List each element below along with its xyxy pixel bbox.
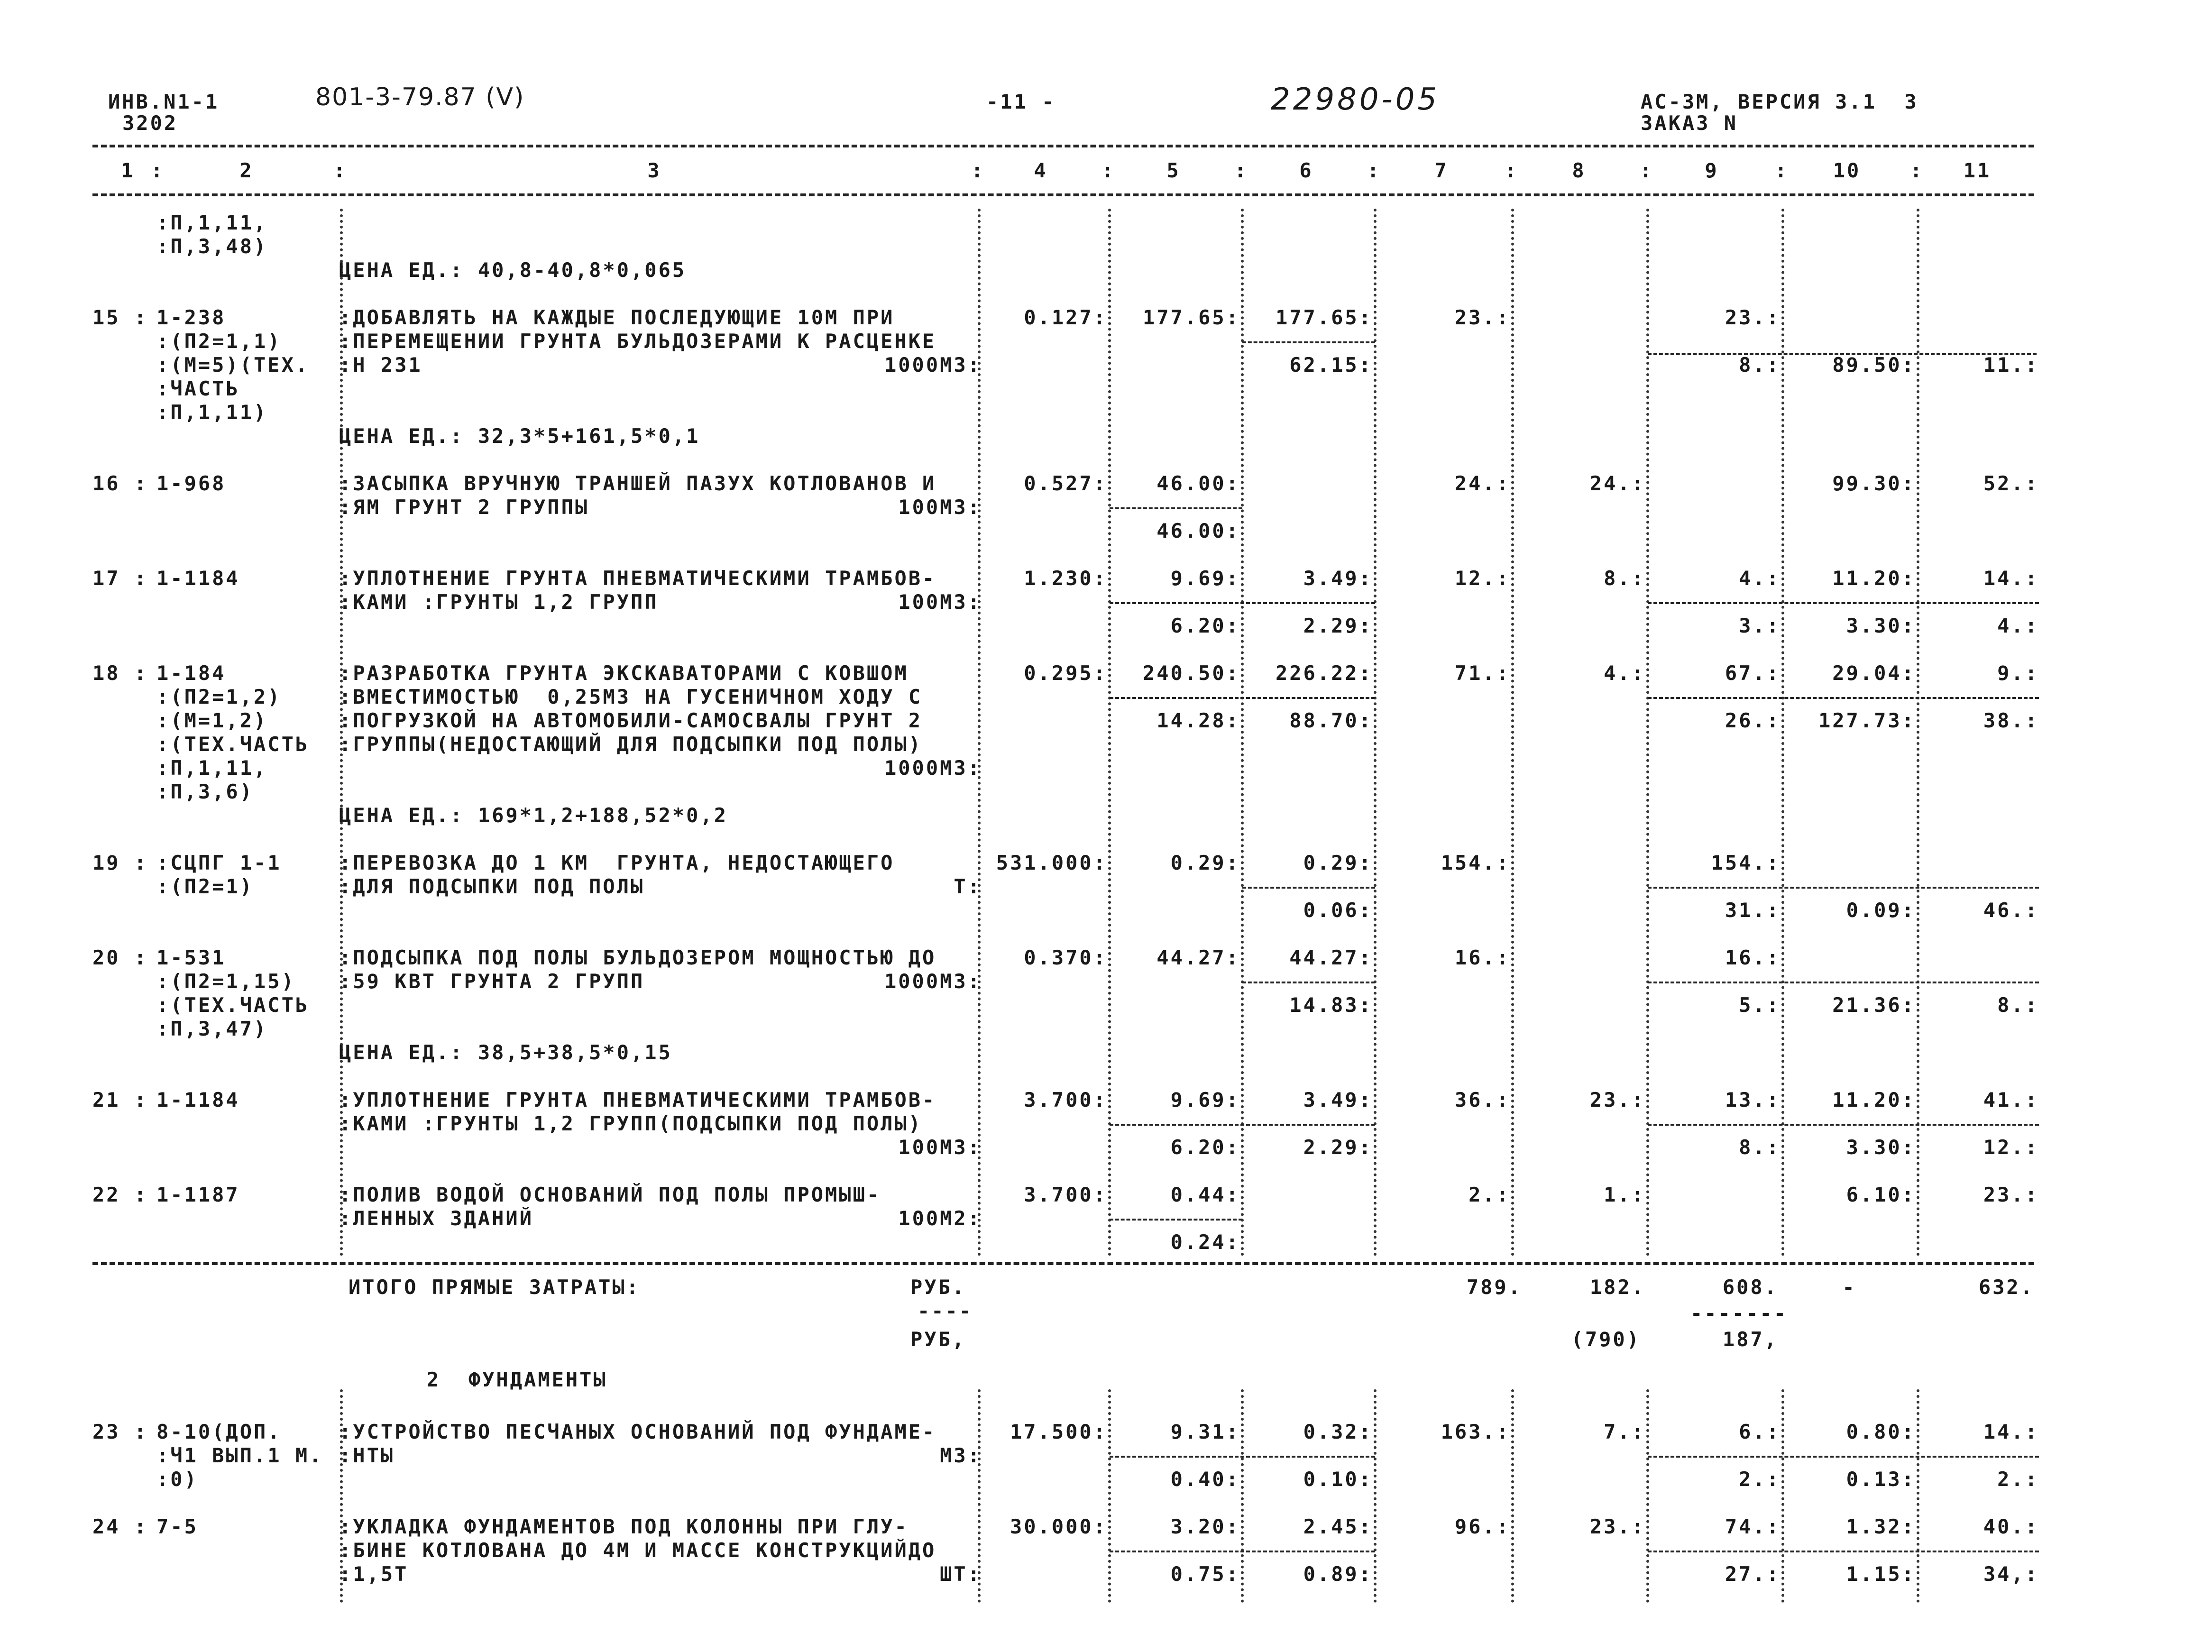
cell-c10: 11.20: bbox=[1832, 567, 1916, 590]
cell-c10: 6.10: bbox=[1846, 1183, 1916, 1206]
totals-currency-2: РУБ, bbox=[910, 1328, 966, 1351]
column-header-separator: : bbox=[1101, 159, 1116, 182]
cell-c11: 11.: bbox=[1983, 353, 2039, 376]
cell-c11: 23.: bbox=[1983, 1183, 2039, 1206]
sub-rule bbox=[1648, 982, 2039, 983]
cell-c4: 0.370: bbox=[1024, 946, 1107, 969]
sub-rule bbox=[1648, 1551, 2039, 1552]
column-header-1: 1 bbox=[121, 159, 135, 182]
cell-c11: 46.: bbox=[1983, 899, 2039, 922]
sub-rule bbox=[1648, 697, 2039, 699]
cell-col2: 1-184 bbox=[156, 661, 226, 685]
sub-rule bbox=[1242, 887, 1375, 889]
cell-c8: 23.: bbox=[1589, 1515, 1645, 1538]
cell-c6: 0.89: bbox=[1303, 1562, 1373, 1586]
cell-col2: :Ч1 ВЫП.1 М. bbox=[156, 1444, 323, 1467]
cell-col3: :УПЛОТНЕНИЕ ГРУНТА ПНЕВМАТИЧЕСКИМИ ТРАМБОВ- bbox=[339, 567, 936, 590]
cell-col3: :Н 231 bbox=[339, 353, 422, 376]
cell-num: 19 : bbox=[92, 851, 148, 874]
cell-c7: 163.: bbox=[1441, 1420, 1510, 1443]
cell-c6: 0.29: bbox=[1303, 851, 1373, 874]
cell-c6: 0.10: bbox=[1303, 1468, 1373, 1491]
cell-col2: :(П2=1) bbox=[156, 875, 254, 898]
cell-c6: 0.32: bbox=[1303, 1420, 1373, 1443]
cell-c5: 14.28: bbox=[1156, 709, 1240, 732]
sub-rule bbox=[1110, 1551, 1375, 1552]
cell-c10: 21.36: bbox=[1832, 993, 1916, 1017]
cell-col2: 1-238 bbox=[156, 306, 226, 329]
cell-unit: ШТ: bbox=[940, 1562, 982, 1586]
sub-rule bbox=[1110, 697, 1375, 699]
totals-dashes: ---- bbox=[918, 1299, 973, 1322]
cell-num: 16 : bbox=[92, 472, 148, 495]
cell-c11: 14.: bbox=[1983, 1420, 2039, 1443]
cell-num: 21 : bbox=[92, 1088, 148, 1111]
cell-unit: 1000М3: bbox=[884, 970, 982, 993]
cell-c11: 14.: bbox=[1983, 567, 2039, 590]
cell-c9: 31.: bbox=[1725, 899, 1781, 922]
totals-col11: 632. bbox=[1978, 1276, 2034, 1299]
cell-c9: 27.: bbox=[1725, 1562, 1781, 1586]
cell-c7: 16.: bbox=[1454, 946, 1510, 969]
cell-num: 15 : bbox=[92, 306, 148, 329]
cell-col2: 8-10(ДОП. bbox=[156, 1420, 282, 1443]
cell-unit: 100М3: bbox=[898, 1136, 982, 1159]
cell-c6: 44.27: bbox=[1289, 946, 1373, 969]
cell-col2: :0) bbox=[156, 1468, 198, 1491]
cell-c11: 8.: bbox=[1997, 993, 2039, 1017]
cell-col2: 1-1187 bbox=[156, 1183, 240, 1206]
cell-c4: 3.700: bbox=[1024, 1088, 1107, 1111]
cell-col2: 1-531 bbox=[156, 946, 226, 969]
system-version: АС-3М, ВЕРСИЯ 3.1 3 bbox=[1641, 90, 1918, 113]
cell-col3: :ДОБАВЛЯТЬ НА КАЖДЫЕ ПОСЛЕДУЮЩИЕ 10М ПРИ bbox=[339, 306, 895, 329]
order-label: ЗАКАЗ N bbox=[1641, 111, 1738, 135]
cell-c8: 24.: bbox=[1589, 472, 1645, 495]
cell-c9: 3.: bbox=[1739, 614, 1781, 637]
cell-col3: :УКЛАДКА ФУНДАМЕНТОВ ПОД КОЛОННЫ ПРИ ГЛУ- bbox=[339, 1515, 909, 1538]
column-header-8: 8 bbox=[1572, 159, 1586, 182]
cell-c9: 6.: bbox=[1739, 1420, 1781, 1443]
cell-c9: 8.: bbox=[1739, 353, 1781, 376]
section-title: 2 ФУНДАМЕНТЫ bbox=[427, 1368, 607, 1391]
cell-col3: :59 КВТ ГРУНТА 2 ГРУПП bbox=[339, 970, 645, 993]
column-header-3: 3 bbox=[647, 159, 661, 182]
cell-col2: :(М=5)(ТЕХ. bbox=[156, 353, 310, 376]
column-header-4: 4 bbox=[1034, 159, 1048, 182]
cell-c6: 3.49: bbox=[1303, 1088, 1373, 1111]
cell-col2: :П,3,47) bbox=[156, 1017, 268, 1040]
cell-c7: 24.: bbox=[1454, 472, 1510, 495]
cell-c5: 46.00: bbox=[1156, 472, 1240, 495]
cell-c6: 226.22: bbox=[1275, 661, 1373, 685]
column-header-separator: : bbox=[971, 159, 985, 182]
column-header-7: 7 bbox=[1434, 159, 1449, 182]
column-header-separator: : bbox=[1910, 159, 1924, 182]
column-header-5: 5 bbox=[1166, 159, 1181, 182]
cell-col2: :(ТЕХ.ЧАСТЬ bbox=[156, 993, 310, 1017]
cell-col3: :1,5Т bbox=[339, 1562, 409, 1586]
cell-c6: 2.29: bbox=[1303, 614, 1373, 637]
cell-col3: :ДЛЯ ПОДСЫПКИ ПОД ПОЛЫ bbox=[339, 875, 645, 898]
column-header-11: 11 bbox=[1963, 159, 1992, 182]
cell-c8: 23.: bbox=[1589, 1088, 1645, 1111]
cell-c11: 40.: bbox=[1983, 1515, 2039, 1538]
cell-col2: :П,1,11) bbox=[156, 401, 268, 424]
cell-c7: 154.: bbox=[1441, 851, 1510, 874]
cell-c7: 12.: bbox=[1454, 567, 1510, 590]
sub-rule bbox=[1110, 1219, 1242, 1221]
cell-c6: 2.29: bbox=[1303, 1136, 1373, 1159]
cell-c5: 3.20: bbox=[1170, 1515, 1240, 1538]
cell-c6: 3.49: bbox=[1303, 567, 1373, 590]
cell-col2: :(ТЕХ.ЧАСТЬ bbox=[156, 733, 310, 756]
cell-unit: 100М3: bbox=[898, 496, 982, 519]
sub-rule bbox=[1110, 1124, 1375, 1126]
column-header-10: 10 bbox=[1833, 159, 1861, 182]
cell-c4: 1.230: bbox=[1024, 567, 1107, 590]
header-top-rule bbox=[92, 145, 2034, 147]
cell-c8: 4.: bbox=[1604, 661, 1645, 685]
cell-c9: 5.: bbox=[1739, 993, 1781, 1017]
cell-c11: 2.: bbox=[1997, 1468, 2039, 1491]
cell-c5: 9.69: bbox=[1170, 1088, 1240, 1111]
cell-c5: 0.29: bbox=[1170, 851, 1240, 874]
sub-rule bbox=[1648, 1456, 2039, 1458]
cell-c6: 2.45: bbox=[1303, 1515, 1373, 1538]
cell-col3: ЦЕНА ЕД.: 40,8-40,8*0,065 bbox=[339, 258, 687, 282]
cell-c5: 6.20: bbox=[1170, 1136, 1240, 1159]
column-header-separator: : bbox=[151, 159, 165, 182]
inventory-label: ИНВ.N1-1 bbox=[108, 90, 220, 113]
cell-unit: 100М3: bbox=[898, 590, 982, 614]
cell-num: 20 : bbox=[92, 946, 148, 969]
cell-c10: 89.50: bbox=[1832, 353, 1916, 376]
cell-col2: :ЧАСТЬ bbox=[156, 377, 240, 400]
column-header-separator: : bbox=[1640, 159, 1654, 182]
cell-col3: :ПЕРЕМЕЩЕНИИ ГРУНТА БУЛЬДОЗЕРАМИ К РАСЦЕНКЕ bbox=[339, 330, 936, 353]
cell-c10: 11.20: bbox=[1832, 1088, 1916, 1111]
cell-c10: 3.30: bbox=[1846, 614, 1916, 637]
cell-c5: 9.69: bbox=[1170, 567, 1240, 590]
cell-c5: 0.40: bbox=[1170, 1468, 1240, 1491]
cell-col2: :П,3,48) bbox=[156, 235, 268, 258]
cell-c5: 0.75: bbox=[1170, 1562, 1240, 1586]
cell-c10: 127.73: bbox=[1818, 709, 1916, 732]
cell-c5: 6.20: bbox=[1170, 614, 1240, 637]
cell-c9: 13.: bbox=[1725, 1088, 1781, 1111]
cell-col3: ЦЕНА ЕД.: 32,3*5+161,5*0,1 bbox=[339, 424, 700, 448]
sub-rule bbox=[1648, 353, 2037, 355]
column-header-2: 2 bbox=[239, 159, 254, 182]
column-header-9: 9 bbox=[1705, 159, 1719, 182]
cell-c8: 1.: bbox=[1604, 1183, 1645, 1206]
totals-top-rule bbox=[92, 1262, 2034, 1265]
cell-c4: 531.000: bbox=[996, 851, 1107, 874]
cell-col3: :ГРУППЫ(НЕДОСТАЮЩИЙ ДЛЯ ПОДСЫПКИ ПОД ПОЛЫ) bbox=[339, 733, 923, 756]
cell-num: 17 : bbox=[92, 567, 148, 590]
sub-rule bbox=[1110, 1456, 1375, 1458]
cell-c8: 8.: bbox=[1604, 567, 1645, 590]
cell-c7: 2.: bbox=[1469, 1183, 1510, 1206]
cell-c6: 177.65: bbox=[1275, 306, 1373, 329]
cell-col3: :ПЕРЕВОЗКА ДО 1 КМ ГРУНТА, НЕДОСТАЮЩЕГО bbox=[339, 851, 895, 874]
page-number: -11 - bbox=[986, 90, 1056, 113]
sub-rule bbox=[1648, 1124, 2039, 1126]
cell-c9: 4.: bbox=[1739, 567, 1781, 590]
cell-col3: :УПЛОТНЕНИЕ ГРУНТА ПНЕВМАТИЧЕСКИМИ ТРАМБОВ- bbox=[339, 1088, 936, 1111]
totals-col9-dash: ------- bbox=[1690, 1302, 1788, 1325]
cell-col3: :КАМИ :ГРУНТЫ 1,2 ГРУПП(ПОДСЫПКИ ПОД ПОЛЫ) bbox=[339, 1112, 923, 1135]
cell-col2: 1-968 bbox=[156, 472, 226, 495]
cell-c7: 96.: bbox=[1454, 1515, 1510, 1538]
cell-col3: :ЯМ ГРУНТ 2 ГРУППЫ bbox=[339, 496, 589, 519]
cell-col2: :П,1,11, bbox=[156, 211, 268, 234]
cell-c11: 41.: bbox=[1983, 1088, 2039, 1111]
cell-c9: 154.: bbox=[1711, 851, 1781, 874]
cell-num: 23 : bbox=[92, 1420, 148, 1443]
totals-label: ИТОГО ПРЯМЫЕ ЗАТРАТЫ: bbox=[349, 1276, 641, 1299]
cell-col2: :П,3,6) bbox=[156, 780, 254, 803]
cell-col2: :СЦПГ 1-1 bbox=[156, 851, 282, 874]
cell-c10: 0.13: bbox=[1846, 1468, 1916, 1491]
cell-col3: :БИНЕ КОТЛОВАНА ДО 4М И МАССЕ КОНСТРУКЦИЙДО bbox=[339, 1539, 936, 1562]
cell-col2: :(П2=1,1) bbox=[156, 330, 282, 353]
totals-col8: 182. bbox=[1589, 1276, 1645, 1299]
column-header-separator: : bbox=[1367, 159, 1381, 182]
cell-col3: :ПОЛИВ ВОДОЙ ОСНОВАНИЙ ПОД ПОЛЫ ПРОМЫШ- bbox=[339, 1183, 881, 1206]
cell-c7: 71.: bbox=[1454, 661, 1510, 685]
cell-c11: 34,: bbox=[1983, 1562, 2039, 1586]
cell-col3: :ПОГРУЗКОЙ НА АВТОМОБИЛИ-САМОСВАЛЫ ГРУНТ 2 bbox=[339, 709, 923, 732]
cell-c11: 12.: bbox=[1983, 1136, 2039, 1159]
cell-unit: 1000М3: bbox=[884, 353, 982, 376]
cell-col3: :НТЫ bbox=[339, 1444, 395, 1467]
cell-c9: 26.: bbox=[1725, 709, 1781, 732]
column-header-separator: : bbox=[1505, 159, 1519, 182]
cell-c9: 23.: bbox=[1725, 306, 1781, 329]
sub-rule bbox=[1110, 507, 1242, 509]
cell-c6: 88.70: bbox=[1289, 709, 1373, 732]
cell-col3: :КАМИ :ГРУНТЫ 1,2 ГРУПП bbox=[339, 590, 659, 614]
cell-c10: 0.80: bbox=[1846, 1420, 1916, 1443]
cell-c9: 2.: bbox=[1739, 1468, 1781, 1491]
cell-unit: Т: bbox=[954, 875, 982, 898]
cell-c11: 38.: bbox=[1983, 709, 2039, 732]
cell-c10: 0.09: bbox=[1846, 899, 1916, 922]
totals-col7: 789. bbox=[1466, 1276, 1522, 1299]
totals-col9: 608. bbox=[1722, 1276, 1778, 1299]
cell-col2: 7-5 bbox=[156, 1515, 198, 1538]
column-header-6: 6 bbox=[1299, 159, 1313, 182]
totals-col8-alt: (790) bbox=[1571, 1328, 1641, 1351]
totals-col9-alt: 187, bbox=[1722, 1328, 1778, 1351]
sub-rule bbox=[1110, 602, 1375, 604]
cell-col2: :(П2=1,2) bbox=[156, 685, 282, 708]
cell-c10: 1.15: bbox=[1846, 1562, 1916, 1586]
cell-c10: 3.30: bbox=[1846, 1136, 1916, 1159]
cell-c4: 3.700: bbox=[1024, 1183, 1107, 1206]
cell-col3: :ВМЕСТИМОСТЬЮ 0,25М3 НА ГУСЕНИЧНОМ ХОДУ С bbox=[339, 685, 923, 708]
cell-col2: 1-1184 bbox=[156, 567, 240, 590]
cell-col3: :ЛЕННЫХ ЗДАНИЙ bbox=[339, 1207, 534, 1230]
cell-c5: 9.31: bbox=[1170, 1420, 1240, 1443]
cell-c9: 74.: bbox=[1725, 1515, 1781, 1538]
cell-col3: ЦЕНА ЕД.: 169*1,2+188,52*0,2 bbox=[339, 804, 728, 827]
cell-col2: :(П2=1,15) bbox=[156, 970, 295, 993]
cell-col2: 1-1184 bbox=[156, 1088, 240, 1111]
cell-c6: 0.06: bbox=[1303, 899, 1373, 922]
cell-col2: :П,1,11, bbox=[156, 756, 268, 780]
cell-c9: 8.: bbox=[1739, 1136, 1781, 1159]
cell-c8: 7.: bbox=[1604, 1420, 1645, 1443]
cell-col3: :УСТРОЙСТВО ПЕСЧАНЫХ ОСНОВАНИЙ ПОД ФУНДАМЕ- bbox=[339, 1420, 936, 1443]
column-header-separator: : bbox=[333, 159, 348, 182]
totals-col10: - bbox=[1842, 1276, 1856, 1299]
project-code: 801-3-79.87 (V) bbox=[315, 83, 525, 111]
cell-c10: 1.32: bbox=[1846, 1515, 1916, 1538]
cell-c6: 14.83: bbox=[1289, 993, 1373, 1017]
sub-rule bbox=[1648, 602, 2039, 604]
cell-c7: 23.: bbox=[1454, 306, 1510, 329]
cell-c5: 0.44: bbox=[1170, 1183, 1240, 1206]
cell-num: 24 : bbox=[92, 1515, 148, 1538]
cell-col3: :ПОДСЫПКА ПОД ПОЛЫ БУЛЬДОЗЕРОМ МОЩНОСТЬЮ ДО bbox=[339, 946, 936, 969]
cell-c11: 52.: bbox=[1983, 472, 2039, 495]
totals-currency: РУБ. bbox=[910, 1276, 966, 1299]
sub-rule bbox=[1242, 341, 1375, 343]
cell-c10: 29.04: bbox=[1832, 661, 1916, 685]
cell-c5: 0.24: bbox=[1170, 1230, 1240, 1254]
cell-c4: 30.000: bbox=[1010, 1515, 1107, 1538]
column-header-separator: : bbox=[1775, 159, 1789, 182]
sub-rule bbox=[1648, 887, 2039, 889]
cell-col3: :ЗАСЫПКА ВРУЧНУЮ ТРАНШЕЙ ПАЗУХ КОТЛОВАНОВ И bbox=[339, 472, 936, 495]
cell-c4: 0.295: bbox=[1024, 661, 1107, 685]
cell-unit: 1000М3: bbox=[884, 756, 982, 780]
cell-c5: 177.65: bbox=[1142, 306, 1240, 329]
cell-col2: :(М=1,2) bbox=[156, 709, 268, 732]
cell-c5: 46.00: bbox=[1156, 519, 1240, 542]
cell-num: 18 : bbox=[92, 661, 148, 685]
cell-c11: 4.: bbox=[1997, 614, 2039, 637]
cell-unit: 100М2: bbox=[898, 1207, 982, 1230]
inventory-number: 3202 bbox=[122, 111, 178, 135]
column-header-separator: : bbox=[1234, 159, 1248, 182]
cell-col3: :РАЗРАБОТКА ГРУНТА ЭКСКАВАТОРАМИ С КОВШОМ bbox=[339, 661, 909, 685]
cell-c5: 240.50: bbox=[1142, 661, 1240, 685]
cell-c4: 0.127: bbox=[1024, 306, 1107, 329]
cell-num: 22 : bbox=[92, 1183, 148, 1206]
cell-c4: 17.500: bbox=[1010, 1420, 1107, 1443]
cell-col3: ЦЕНА ЕД.: 38,5+38,5*0,15 bbox=[339, 1041, 672, 1064]
sub-rule bbox=[1242, 982, 1375, 983]
cell-unit: М3: bbox=[940, 1444, 982, 1467]
cell-c4: 0.527: bbox=[1024, 472, 1107, 495]
cell-c11: 9.: bbox=[1997, 661, 2039, 685]
header-bottom-rule bbox=[92, 193, 2034, 196]
cell-c9: 67.: bbox=[1725, 661, 1781, 685]
cell-c9: 16.: bbox=[1725, 946, 1781, 969]
document-number: 22980-05 bbox=[1271, 82, 1440, 117]
cell-c10: 99.30: bbox=[1832, 472, 1916, 495]
cell-c7: 36.: bbox=[1454, 1088, 1510, 1111]
cell-c5: 44.27: bbox=[1156, 946, 1240, 969]
cell-c6: 62.15: bbox=[1289, 353, 1373, 376]
